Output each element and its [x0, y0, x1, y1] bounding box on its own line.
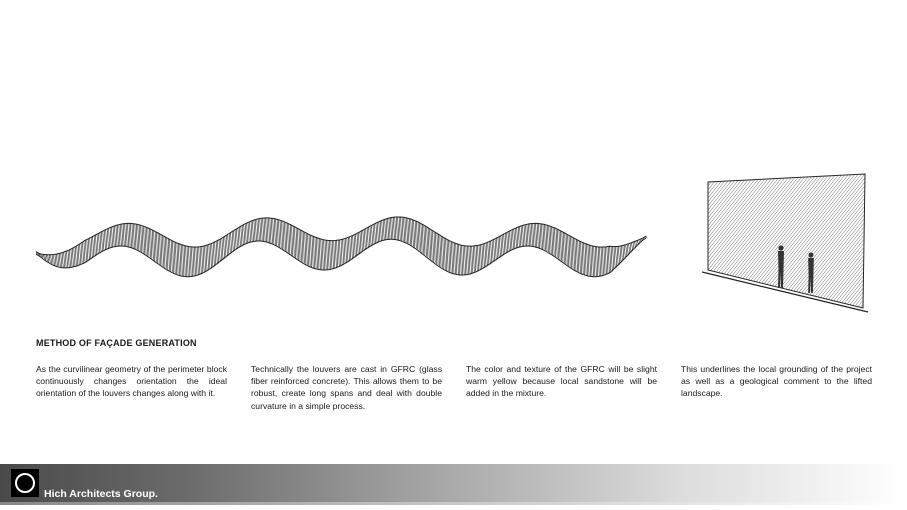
louver-wall-perspective [700, 170, 870, 318]
facade-ribbon-drawing [30, 200, 680, 290]
person-figure-1 [778, 245, 784, 288]
footer-divider [0, 502, 907, 505]
section-heading: METHOD OF FAÇADE GENERATION [36, 338, 197, 348]
text-column-3: The color and texture of the GFRC will be slight warm yellow because local sandstone will be added in the mixture. [466, 364, 657, 399]
text-column-2: Technically the louvers are cast in GFRC (glass fiber reinforced concrete). This allows them to be robust, create long spans and deal with double curvature in a simple process. [251, 364, 442, 411]
text-column-1: As the curvilinear geometry of the perimeter block continuously changes orientation the ideal orientation of the louvers changes along with it. [36, 364, 227, 399]
ring-logo-icon [11, 469, 39, 497]
text-column-4: This underlines the local grounding of the project as well as a geological comment to the lifted landscape. [681, 364, 872, 399]
person-figure-2 [808, 253, 814, 293]
ribbon-edge-top [36, 217, 646, 255]
company-name: Hich Architects Group. [44, 488, 158, 500]
ribbon-svg [30, 200, 680, 290]
louver-svg [700, 170, 870, 318]
